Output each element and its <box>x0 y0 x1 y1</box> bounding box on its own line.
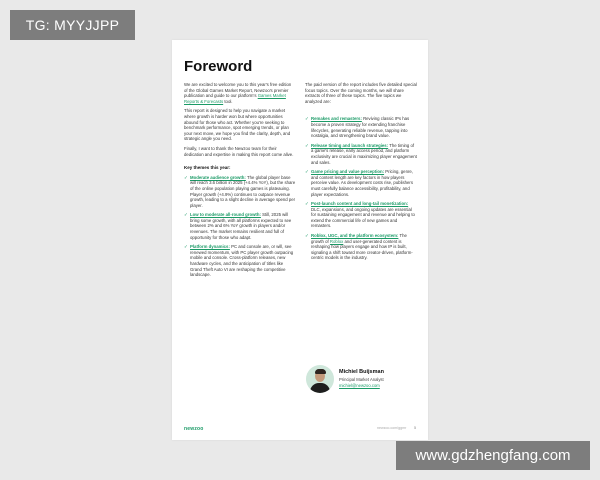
check-icon: ✓ <box>305 169 309 175</box>
special-topics-intro: The paid version of the report includes five detailed special focus topics. Over the coming months, we will share extracts of three of these topics. The five topics we analyzed are: <box>305 82 417 104</box>
check-icon: ✓ <box>184 212 188 218</box>
avatar <box>306 365 334 393</box>
avatar-body-shape <box>310 383 330 393</box>
page-number: 5 <box>414 426 417 430</box>
thanks-paragraph: Finally, I want to thank the Newzoo team for their dedication and expertise in making this report come alive. <box>184 145 294 157</box>
theme-item <box>184 212 296 240</box>
check-icon: ✓ <box>184 244 188 250</box>
footer-section: newzoo.com/ggmr <box>377 426 407 430</box>
topic-text: Reviving classic IPs has become a proven strategy for extending franchise lifecycles, generating reliable revenue, tapping into nostalgia, and strengthening brand value. <box>311 116 410 139</box>
topic-text: Pricing, genre, and content length are key factors in how players perceive value. As development costs rise, publishers must carefully balance accessibility, profitability, and player expectations. <box>311 169 413 197</box>
topic-title: Release timing and launch strategies: <box>311 142 389 148</box>
theme-text: PC and console are, or will, see renewed momentum, with PC player growth outpacing mobile and console. Cross-platform releases, new hardware cycles, and the anticipation of titles like Grand Theft Auto VI are reshaping the competitive landscape. <box>190 244 294 278</box>
avatar-hair-shape <box>315 369 326 374</box>
theme-item <box>184 244 296 278</box>
watermark-bottom-right: www.gdzhengfang.com <box>396 441 590 470</box>
topic-item <box>305 201 417 229</box>
check-icon: ✓ <box>305 201 309 207</box>
author-block <box>306 365 416 395</box>
topic-title: Remakes and remasters: <box>311 116 362 122</box>
topic-item <box>305 233 417 261</box>
topic-item <box>305 116 417 138</box>
intro-text: We are excited to welcome you to this year's free edition of the Global Games Market Report, Newzoo's premier publication and guide to our platform's <box>184 82 292 99</box>
topic-item <box>305 143 417 165</box>
theme-title: Platform dynamics: <box>190 244 230 250</box>
topic-text: DLC, expansions, and ongoing updates are essential for sustaining engagement and revenue and helping to extend the commercial life of new games and remasters. <box>311 206 415 229</box>
check-icon: ✓ <box>305 233 309 239</box>
watermark-top-left: TG: MYYJJPP <box>10 10 135 40</box>
theme-title: Low to moderate all-round growth: <box>190 212 261 218</box>
author-email-link[interactable]: michiel@newzoo.com <box>339 383 380 388</box>
check-icon: ✓ <box>184 174 188 180</box>
author-name: Michiel Buijsman <box>339 369 384 375</box>
topic-title: Roblox, UGC, and the platform ecosystem: <box>311 233 399 239</box>
author-role: Principal Market Analyst <box>339 377 384 382</box>
intro-text-end: tool. <box>223 98 233 104</box>
topic-text-end: and user-generated content is reshaping how players engage and how IP is built, signaling a shift toward more creator-driven, platform-centric models in the industry. <box>311 238 413 261</box>
purpose-paragraph: This report is designed to help you navigate a market where growth is harder won but where opportunities abound for those who act. Whether you're seeking to benchmark performance, spot emerging trends, or plan your next move, we hope you find the clarity, depth, and strategic angle you need. <box>184 108 291 142</box>
topic-item <box>305 169 417 197</box>
intro-paragraph <box>184 82 296 104</box>
topic-text: The growth of <box>311 233 407 244</box>
theme-title: Moderate audience growth: <box>190 174 246 180</box>
topic-text: The timing of a game's release, early access period, and platform exclusivity are crucial in maximizing player engagement and sales. <box>311 142 417 165</box>
left-column <box>184 82 296 282</box>
topic-title: Post-launch content and long-tail monetization: <box>311 201 409 207</box>
roblox-link[interactable]: Roblox <box>329 238 344 244</box>
newzoo-logo: newzoo <box>184 426 204 432</box>
page-title: Foreword <box>184 58 253 75</box>
check-icon: ✓ <box>305 116 309 122</box>
games-market-reports-link[interactable]: Games Market Reports & Forecasts <box>184 93 286 104</box>
theme-item <box>184 175 296 209</box>
right-column <box>305 82 417 265</box>
topic-title: Game pricing and value perception: <box>311 169 385 175</box>
theme-text: The global player base will reach 3.6 billion in 2025 (+4.4% YoY), but the share of the online population playing games is plateauing. Player growth (+4.9%) continues to outpace revenue growth, leading to a slight decline in average spend per player. <box>190 174 296 208</box>
key-themes-heading: Key themes this year: <box>184 165 231 171</box>
document-page <box>172 40 428 440</box>
check-icon: ✓ <box>305 142 309 148</box>
theme-text: Still, 2025 will bring some growth, with all platforms expected to see between 2% and 6% YoY growth in players and/or revenues. The market remains resilient and full of opportunity for those who adapt. <box>190 212 292 240</box>
